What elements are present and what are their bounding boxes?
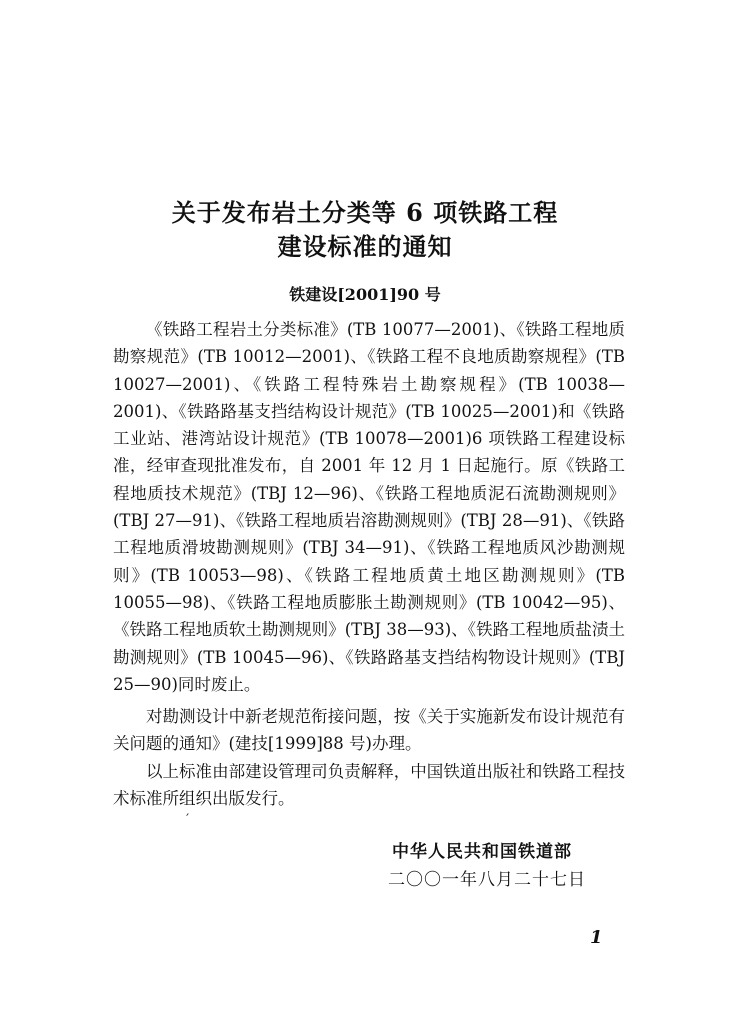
document-number: 铁建设[2001]90 号 xyxy=(289,285,441,304)
body-paragraph-1: 《铁路工程岩土分类标准》(TB 10077—2001)、《铁路工程地质勘察规范》(TB 10012—2001)、《铁路工程不良地质勘察规程》(TB 10027—2001)、《铁路工程特殊岩土勘察规程》(TB 10038—2001)、《铁路路基支挡结构设计规范》(TB 10025—2001)和《铁路工业站、港湾站设计规范》(TB 10078—2001)6 项铁路工程建设标准，经审查现批准发布，自 2001 年 12 月 1 日起施行。原《铁路工程地质技术规范》(TBJ 12—96)、《铁路工程地质泥石流勘测规则》(TBJ 27—91)、《铁路工程地质岩溶勘测规则》(TBJ 28—91)、《铁路工程地质滑坡勘测规则》(TBJ 34—91)、《铁路工程地质风沙勘测规则》(TB 10053—98)、《铁路工程地质黄土地区勘测规则》(TB 10055—98)、《铁路工程地质膨胀土勘测规则》(TB 10042—95)、《铁路工程地质软土勘测规则》(TBJ 38—93)、《铁路工程地质盐渍土勘测规则》(TB 10045—96)、《铁路路基支挡结构物设计规则》(TBJ 25—90)同时废止。 xyxy=(113,320,625,694)
page-number: 1 xyxy=(590,927,603,948)
issuer-name: 中华人民共和国铁道部 xyxy=(392,842,572,862)
title-line-1: 关于发布岩土分类等 6 项铁路工程 xyxy=(171,198,559,227)
issue-date: 二〇〇一年八月二十七日 xyxy=(388,870,586,890)
stray-mark: ′ xyxy=(186,812,190,828)
title-line-2: 建设标准的通知 xyxy=(277,232,453,261)
body-paragraph-3: 以上标准由部建设管理司负责解释，中国铁道出版社和铁路工程技术标准所组织出版发行。 xyxy=(113,762,625,809)
body-paragraph-2: 对勘测设计中新老规范衔接问题，按《关于实施新发布设计规范有关问题的通知》(建技[1999]88 号)办理。 xyxy=(113,707,625,754)
